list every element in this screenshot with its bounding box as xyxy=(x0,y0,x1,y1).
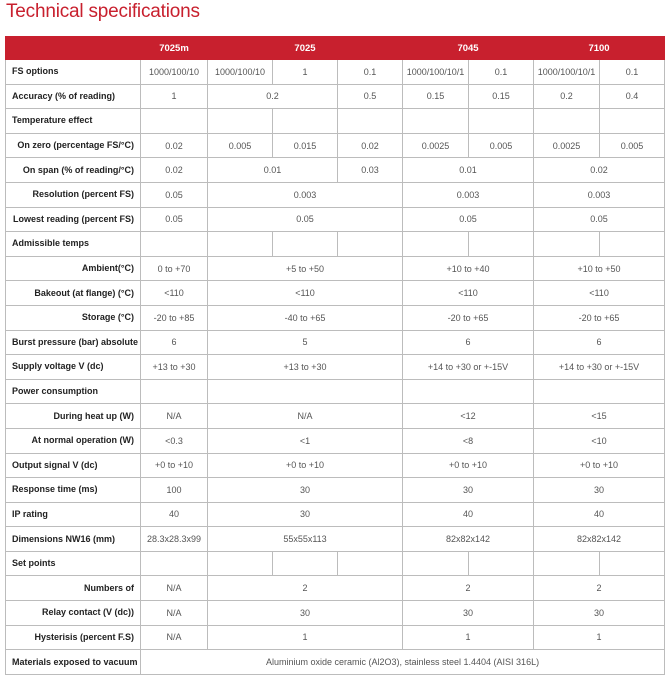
spec-value: 0.15 xyxy=(469,84,534,109)
table-row xyxy=(6,502,665,527)
spec-value: +13 to +30 xyxy=(208,355,403,380)
spec-value: 6 xyxy=(403,330,534,355)
spec-value: 82x82x142 xyxy=(534,527,665,552)
row-label: Burst pressure (bar) absolute xyxy=(6,330,141,355)
spec-value: 2 xyxy=(534,576,665,601)
table-row xyxy=(6,576,665,601)
spec-value: N/A xyxy=(141,625,208,650)
row-label: Response time (ms) xyxy=(6,478,141,503)
spec-value: 40 xyxy=(403,502,534,527)
spec-value: 0.1 xyxy=(600,60,665,85)
spec-value: -40 to +65 xyxy=(208,305,403,330)
table-row xyxy=(6,551,665,576)
spec-value: 0.0025 xyxy=(534,133,600,158)
spec-value: 30 xyxy=(403,601,534,626)
spec-value: 1 xyxy=(273,60,338,85)
table-row xyxy=(6,207,665,232)
spec-value: +13 to +30 xyxy=(141,355,208,380)
spec-value: <110 xyxy=(534,281,665,306)
spec-value xyxy=(600,551,665,576)
table-row xyxy=(6,355,665,380)
row-label: Output signal V (dc) xyxy=(6,453,141,478)
row-label: On zero (percentage FS/°C) xyxy=(6,133,141,158)
row-label: Ambient(°C) xyxy=(6,256,141,281)
table-row xyxy=(6,133,665,158)
spec-value xyxy=(208,232,273,257)
row-label: During heat up (W) xyxy=(6,404,141,429)
spec-value: N/A xyxy=(141,601,208,626)
spec-value xyxy=(534,379,665,404)
spec-value xyxy=(208,109,273,134)
spec-value: -20 to +65 xyxy=(534,305,665,330)
table-row xyxy=(6,625,665,650)
spec-table-body xyxy=(6,60,665,675)
spec-value xyxy=(273,109,338,134)
spec-value: 1 xyxy=(208,625,403,650)
table-row xyxy=(6,453,665,478)
spec-table xyxy=(5,36,665,675)
spec-value: 6 xyxy=(534,330,665,355)
spec-value: 0.02 xyxy=(141,158,208,183)
spec-value: 0.05 xyxy=(141,182,208,207)
row-label: Materials exposed to vacuum xyxy=(6,650,141,675)
spec-value: +5 to +50 xyxy=(208,256,403,281)
table-row xyxy=(6,158,665,183)
spec-value: 0.01 xyxy=(403,158,534,183)
spec-value: <110 xyxy=(403,281,534,306)
spec-value xyxy=(338,551,403,576)
spec-value xyxy=(141,109,208,134)
spec-value: 30 xyxy=(534,478,665,503)
spec-value: +0 to +10 xyxy=(141,453,208,478)
spec-value: <8 xyxy=(403,428,534,453)
table-row xyxy=(6,256,665,281)
spec-value: 0 to +70 xyxy=(141,256,208,281)
header-corner xyxy=(6,37,141,60)
spec-value: 0.003 xyxy=(208,182,403,207)
spec-value: 0.005 xyxy=(469,133,534,158)
table-row xyxy=(6,232,665,257)
header-row xyxy=(6,37,665,60)
row-label: Storage (°C) xyxy=(6,305,141,330)
spec-value: 1 xyxy=(141,84,208,109)
table-row xyxy=(6,60,665,85)
spec-value: 0.005 xyxy=(208,133,273,158)
table-row xyxy=(6,305,665,330)
spec-value: 100 xyxy=(141,478,208,503)
row-label: Numbers of xyxy=(6,576,141,601)
spec-value: 1000/100/10/1 xyxy=(403,60,469,85)
spec-value: 1 xyxy=(403,625,534,650)
spec-value xyxy=(534,551,600,576)
row-label: Relay contact (V (dc)) xyxy=(6,601,141,626)
spec-value: 82x82x142 xyxy=(403,527,534,552)
spec-value: +0 to +10 xyxy=(403,453,534,478)
spec-value xyxy=(600,232,665,257)
spec-value: -20 to +65 xyxy=(403,305,534,330)
model-header-7045: 7045 xyxy=(403,37,534,60)
spec-value xyxy=(141,379,208,404)
row-label: Admissible temps xyxy=(6,232,141,257)
spec-value: 0.5 xyxy=(338,84,403,109)
spec-value xyxy=(208,379,403,404)
spec-value: 0.4 xyxy=(600,84,665,109)
spec-value: 0.2 xyxy=(208,84,338,109)
spec-value: <15 xyxy=(534,404,665,429)
spec-value xyxy=(600,109,665,134)
spec-value: <0.3 xyxy=(141,428,208,453)
spec-value: 0.2 xyxy=(534,84,600,109)
spec-value: +0 to +10 xyxy=(534,453,665,478)
spec-value xyxy=(403,232,469,257)
spec-value xyxy=(273,551,338,576)
spec-value: 0.05 xyxy=(534,207,665,232)
row-label: Accuracy (% of reading) xyxy=(6,84,141,109)
spec-value: 0.05 xyxy=(403,207,534,232)
table-row xyxy=(6,527,665,552)
spec-value: 0.003 xyxy=(403,182,534,207)
row-label: Set points xyxy=(6,551,141,576)
spec-value: 1000/100/10/1 xyxy=(534,60,600,85)
spec-value: <110 xyxy=(141,281,208,306)
row-label: Supply voltage V (dc) xyxy=(6,355,141,380)
spec-value: +14 to +30 or +-15V xyxy=(534,355,665,380)
spec-value xyxy=(208,551,273,576)
row-label: On span (% of reading/°C) xyxy=(6,158,141,183)
spec-value xyxy=(338,109,403,134)
table-row xyxy=(6,478,665,503)
spec-value: 0.005 xyxy=(600,133,665,158)
table-row xyxy=(6,109,665,134)
spec-value xyxy=(469,232,534,257)
spec-value: 6 xyxy=(141,330,208,355)
spec-value xyxy=(141,232,208,257)
table-row xyxy=(6,428,665,453)
row-label: Lowest reading (percent FS) xyxy=(6,207,141,232)
spec-value: 0.1 xyxy=(469,60,534,85)
spec-value xyxy=(273,232,338,257)
spec-value: <12 xyxy=(403,404,534,429)
row-label: Temperature effect xyxy=(6,109,141,134)
model-header-7025: 7025 xyxy=(208,37,403,60)
table-row xyxy=(6,182,665,207)
spec-value: 5 xyxy=(208,330,403,355)
spec-value: 30 xyxy=(208,478,403,503)
spec-value: +10 to +50 xyxy=(534,256,665,281)
spec-value: 2 xyxy=(403,576,534,601)
spec-value: N/A xyxy=(141,576,208,601)
row-label: Hysterisis (percent F.S) xyxy=(6,625,141,650)
spec-value: 30 xyxy=(208,601,403,626)
spec-value: 0.015 xyxy=(273,133,338,158)
spec-value: N/A xyxy=(208,404,403,429)
table-row xyxy=(6,330,665,355)
spec-value: -20 to +85 xyxy=(141,305,208,330)
spec-value: 1000/100/10 xyxy=(208,60,273,85)
spec-value: <110 xyxy=(208,281,403,306)
spec-value: 30 xyxy=(403,478,534,503)
row-label: At normal operation (W) xyxy=(6,428,141,453)
spec-value: <1 xyxy=(208,428,403,453)
spec-value: 0.02 xyxy=(338,133,403,158)
spec-value xyxy=(403,379,534,404)
spec-value xyxy=(534,232,600,257)
page-title: Technical specifications xyxy=(6,1,200,22)
spec-value: 0.02 xyxy=(534,158,665,183)
spec-value xyxy=(534,109,600,134)
spec-value xyxy=(403,551,469,576)
spec-value xyxy=(469,551,534,576)
spec-value: 0.05 xyxy=(141,207,208,232)
spec-value xyxy=(141,551,208,576)
spec-value: <10 xyxy=(534,428,665,453)
spec-value: 0.03 xyxy=(338,158,403,183)
spec-value: 0.05 xyxy=(208,207,403,232)
spec-value xyxy=(403,109,469,134)
spec-value: 0.02 xyxy=(141,133,208,158)
row-label: IP rating xyxy=(6,502,141,527)
spec-value: +10 to +40 xyxy=(403,256,534,281)
spec-value: 0.0025 xyxy=(403,133,469,158)
spec-value: 1000/100/10 xyxy=(141,60,208,85)
spec-value: N/A xyxy=(141,404,208,429)
row-label: Power consumption xyxy=(6,379,141,404)
spec-value: 0.003 xyxy=(534,182,665,207)
row-label: FS options xyxy=(6,60,141,85)
model-header-7100: 7100 xyxy=(534,37,665,60)
row-label: Dimensions NW16 (mm) xyxy=(6,527,141,552)
row-label: Bakeout (at flange) (°C) xyxy=(6,281,141,306)
table-row xyxy=(6,404,665,429)
spec-value: 0.01 xyxy=(208,158,338,183)
model-header-7025m: 7025m xyxy=(141,37,208,60)
table-row xyxy=(6,601,665,626)
table-row xyxy=(6,650,665,675)
row-label: Resolution (percent FS) xyxy=(6,182,141,207)
spec-value: Aluminium oxide ceramic (Al2O3), stainless steel 1.4404 (AISI 316L) xyxy=(141,650,665,675)
spec-value: 40 xyxy=(534,502,665,527)
spec-value: +0 to +10 xyxy=(208,453,403,478)
table-row xyxy=(6,379,665,404)
spec-value: 1 xyxy=(534,625,665,650)
spec-value: +14 to +30 or +-15V xyxy=(403,355,534,380)
spec-value: 28.3x28.3x99 xyxy=(141,527,208,552)
spec-value: 30 xyxy=(208,502,403,527)
spec-value xyxy=(469,109,534,134)
spec-value xyxy=(338,232,403,257)
spec-value: 2 xyxy=(208,576,403,601)
table-row xyxy=(6,281,665,306)
spec-value: 55x55x113 xyxy=(208,527,403,552)
spec-value: 0.15 xyxy=(403,84,469,109)
spec-value: 0.1 xyxy=(338,60,403,85)
table-row xyxy=(6,84,665,109)
spec-value: 40 xyxy=(141,502,208,527)
spec-value: 30 xyxy=(534,601,665,626)
